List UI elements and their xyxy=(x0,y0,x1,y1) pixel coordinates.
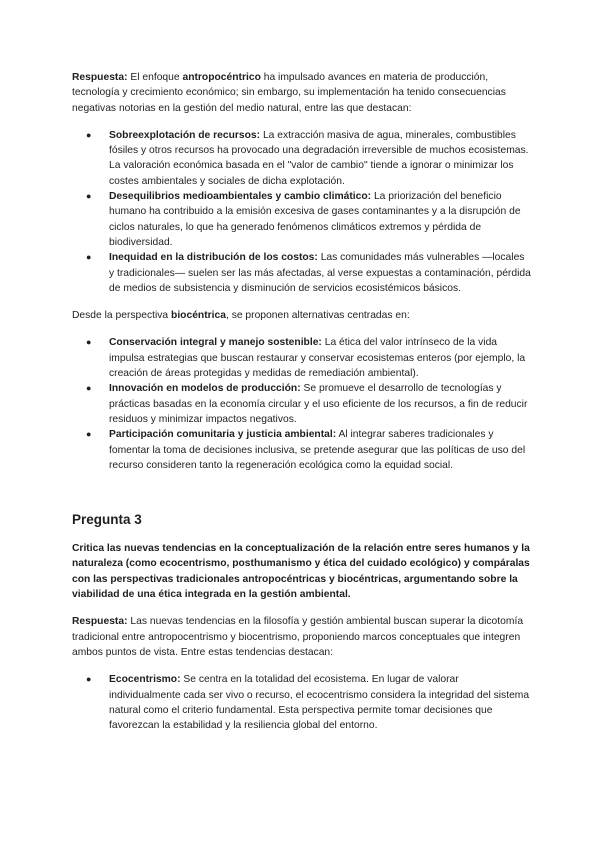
answer-paragraph-1 xyxy=(72,70,532,116)
item-title: Desequilibrios medioambientales y cambio climático: xyxy=(109,191,372,203)
bullet-icon: ● xyxy=(86,429,92,440)
intro-text: , se proponen alternativas centradas en: xyxy=(225,310,410,322)
section-heading: Pregunta 3 xyxy=(72,512,142,528)
bullet-icon: ● xyxy=(86,674,92,685)
item-title: Ecocentrismo: xyxy=(109,674,181,686)
list-item xyxy=(72,128,532,189)
item-text: La ética del valor intrínseco de la vida impulsa estrategias que buscan restaurar y conservar ecosistemas enteros (por ejemplo, la creación de áreas protegidas y medidas de remediación ambiental). xyxy=(109,337,526,380)
item-text: La priorización del beneficio humano ha contribuido a la emisión excesiva de gases contaminantes y a la disrupción de ciclos naturales, lo que ha generado fenómenos climáticos extremos y pérdida de biodiversidad. xyxy=(109,191,521,248)
list-item xyxy=(72,189,532,250)
item-text: La extracción masiva de agua, minerales, combustibles fósiles y otros recursos ha provocado una degradación irreversible de muchos ecosistemas. La valoración económica basada en el "valor de cambio" tiende a ignorar o minimizar los costes ambientales y sociales de dicha explotación. xyxy=(109,129,529,187)
item-title: Participación comunitaria y justicia ambiental: xyxy=(109,429,337,441)
item-title: Innovación en modelos de producción: xyxy=(109,383,301,395)
item-title: Sobreexplotación de recursos: xyxy=(109,129,261,141)
answer-text: El enfoque xyxy=(127,72,183,83)
document-body xyxy=(72,70,532,733)
item-title: Inequidad en la distribución de los costos: xyxy=(109,252,318,264)
consequences-list xyxy=(72,128,532,296)
answer-label: Respuesta: xyxy=(72,72,128,83)
biocentric-intro xyxy=(72,308,532,323)
item-text: Al integrar saberes tradicionales y fomentar la toma de decisiones inclusiva, se pretende asegurar que las políticas de uso del recurso consideren tanto la regeneración ecológica como la equidad social. xyxy=(109,429,526,471)
item-text: Las comunidades más vulnerables —locales y tradicionales— suelen ser las más afectadas, al verse expuestas a contaminación, pérdida de medios de subsistencia y disminución de servicios ecosistémicos básicos. xyxy=(109,252,531,294)
list-item xyxy=(72,427,532,473)
alternatives-list xyxy=(72,335,532,473)
intro-bold-term: biocéntrica xyxy=(171,310,226,322)
answer-text: Las nuevas tendencias en la filosofía y gestión ambiental buscan superar la dicotomía tradicional entre antropocentrismo y biocentrismo, proponiendo marcos conceptuales que integren ambos puntos de vista. Entre estas tendencias destacan: xyxy=(72,616,524,658)
answer-text: ha impulsado avances en materia de producción, tecnología y crecimiento económico; sin embargo, su implementación ha tenido consecuencias negativas notorias en la gestión del medio natural, entre las que destacan: xyxy=(72,72,506,114)
list-item xyxy=(72,672,532,733)
question-paragraph: Critica las nuevas tendencias en la conceptualización de la relación entre seres humanos y la naturaleza (como ecocentrismo, posthumanismo y ética del cuidado ecológico) y compáralas con las perspectivas tradicionales antropocéntricas y biocéntricas, argumentando sobre la viabilidad de una ética integrada en la gestión ambiental. xyxy=(72,543,530,601)
bullet-icon: ● xyxy=(86,337,92,348)
bullet-icon: ● xyxy=(86,383,92,394)
intro-text: Desde la perspectiva xyxy=(72,310,172,322)
bullet-icon: ● xyxy=(86,129,92,140)
list-item xyxy=(72,335,532,381)
answer-bold-term: antropocéntrico xyxy=(182,72,261,83)
bullet-icon: ● xyxy=(86,191,92,202)
answer-paragraph-2 xyxy=(72,614,532,660)
answer-label: Respuesta: xyxy=(72,616,128,628)
list-item xyxy=(72,381,532,427)
item-title: Conservación integral y manejo sostenible: xyxy=(109,337,322,349)
trends-list xyxy=(72,672,532,733)
item-text: Se promueve el desarrollo de tecnologías y prácticas basadas en la economía circular y el uso eficiente de los recursos, a fin de reducir residuos y minimizar impactos negativos. xyxy=(109,383,528,425)
item-text: Se centra en la totalidad del ecosistema. En lugar de valorar individualmente cada ser vivo o recurso, el ecocentrismo considera la integridad del sistema natural como el criterio fundamental. Esta perspectiva permite tomar decisiones que favorezcan la estabilidad y la resiliencia global del entorno. xyxy=(109,674,530,732)
bullet-icon: ● xyxy=(86,252,92,263)
list-item xyxy=(72,250,532,296)
